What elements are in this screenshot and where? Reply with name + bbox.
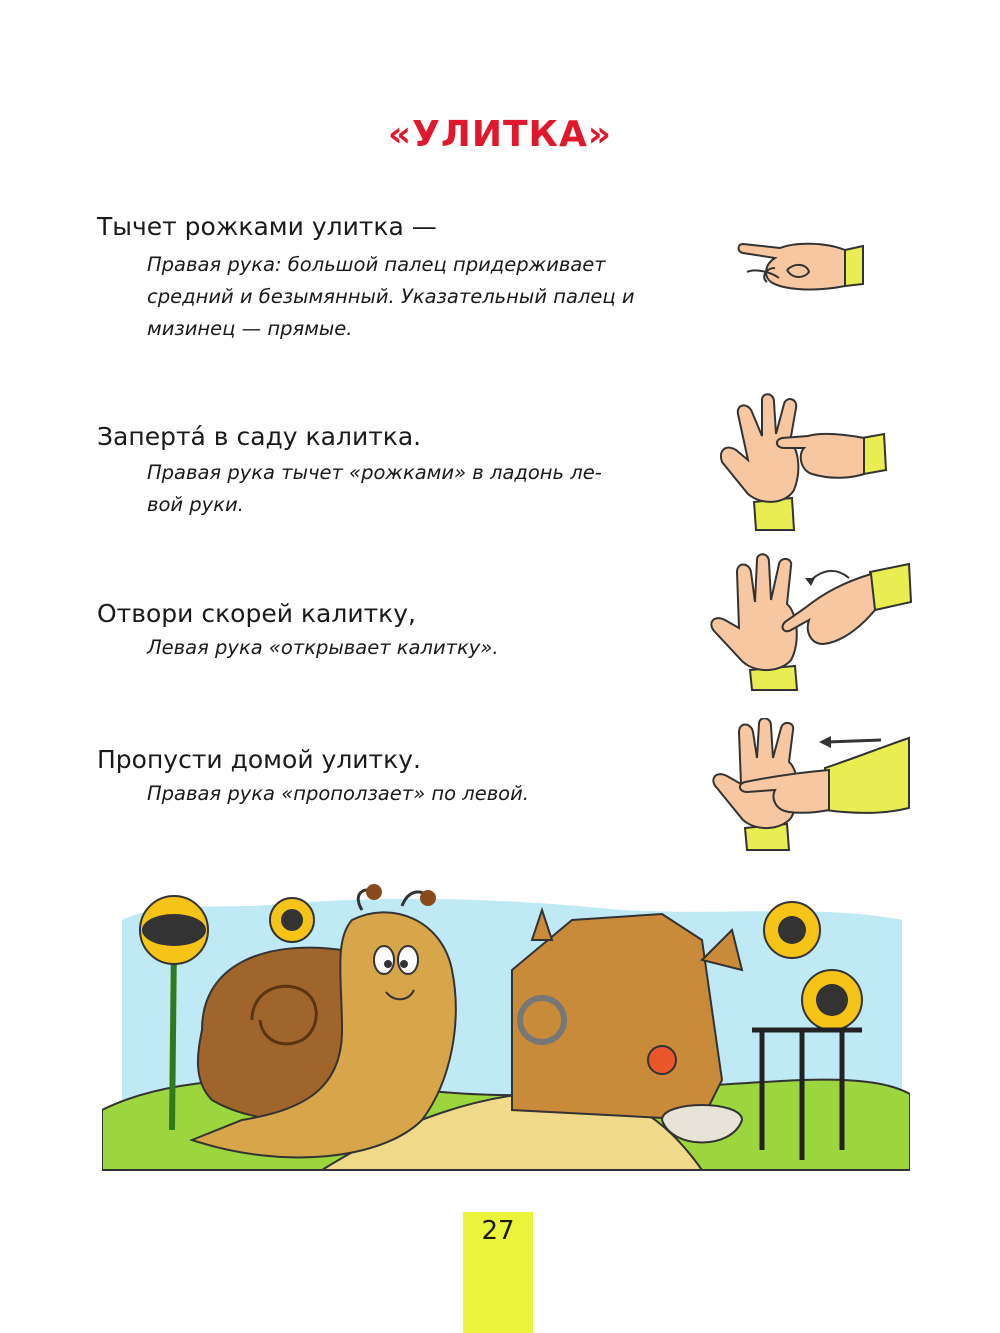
verse-instruction: Правая рука: большой палец придерживает средний и безымянный. Указательный палец и мизинец — прямые. xyxy=(147,253,635,340)
verse-line: Тычет рожками улитка — xyxy=(97,212,437,241)
verse-line: Заперта́ в саду калитка. xyxy=(97,422,422,451)
hand-gesture-horns-illustration xyxy=(735,232,885,302)
verse-line: Отвори скорей калитку, xyxy=(97,599,416,628)
page-number: 27 xyxy=(481,1216,515,1246)
verse-4 xyxy=(97,744,697,810)
verse-instruction xyxy=(147,457,667,521)
verse-1 xyxy=(97,211,697,345)
hand-gesture-crawl-illustration xyxy=(705,718,910,853)
page-title: «УЛИТКА» xyxy=(387,114,613,155)
verse-line: Пропусти домой улитку. xyxy=(97,745,421,774)
snail-garden-illustration xyxy=(102,880,910,1194)
hand-gesture-palm-illustration xyxy=(712,390,892,540)
verse-instruction: Левая рука «открывает калитку». xyxy=(147,636,499,659)
hand-gesture-open-gate-illustration xyxy=(705,552,915,692)
verse-instruction-line-2: вой руки. xyxy=(147,493,244,516)
verse-instruction-line-1: Правая рука тычет «рожками» в ладонь ле- xyxy=(147,461,602,484)
verse-3 xyxy=(97,598,697,664)
verse-instruction: Правая рука «проползает» по левой. xyxy=(147,782,529,805)
verse-2 xyxy=(97,421,697,521)
